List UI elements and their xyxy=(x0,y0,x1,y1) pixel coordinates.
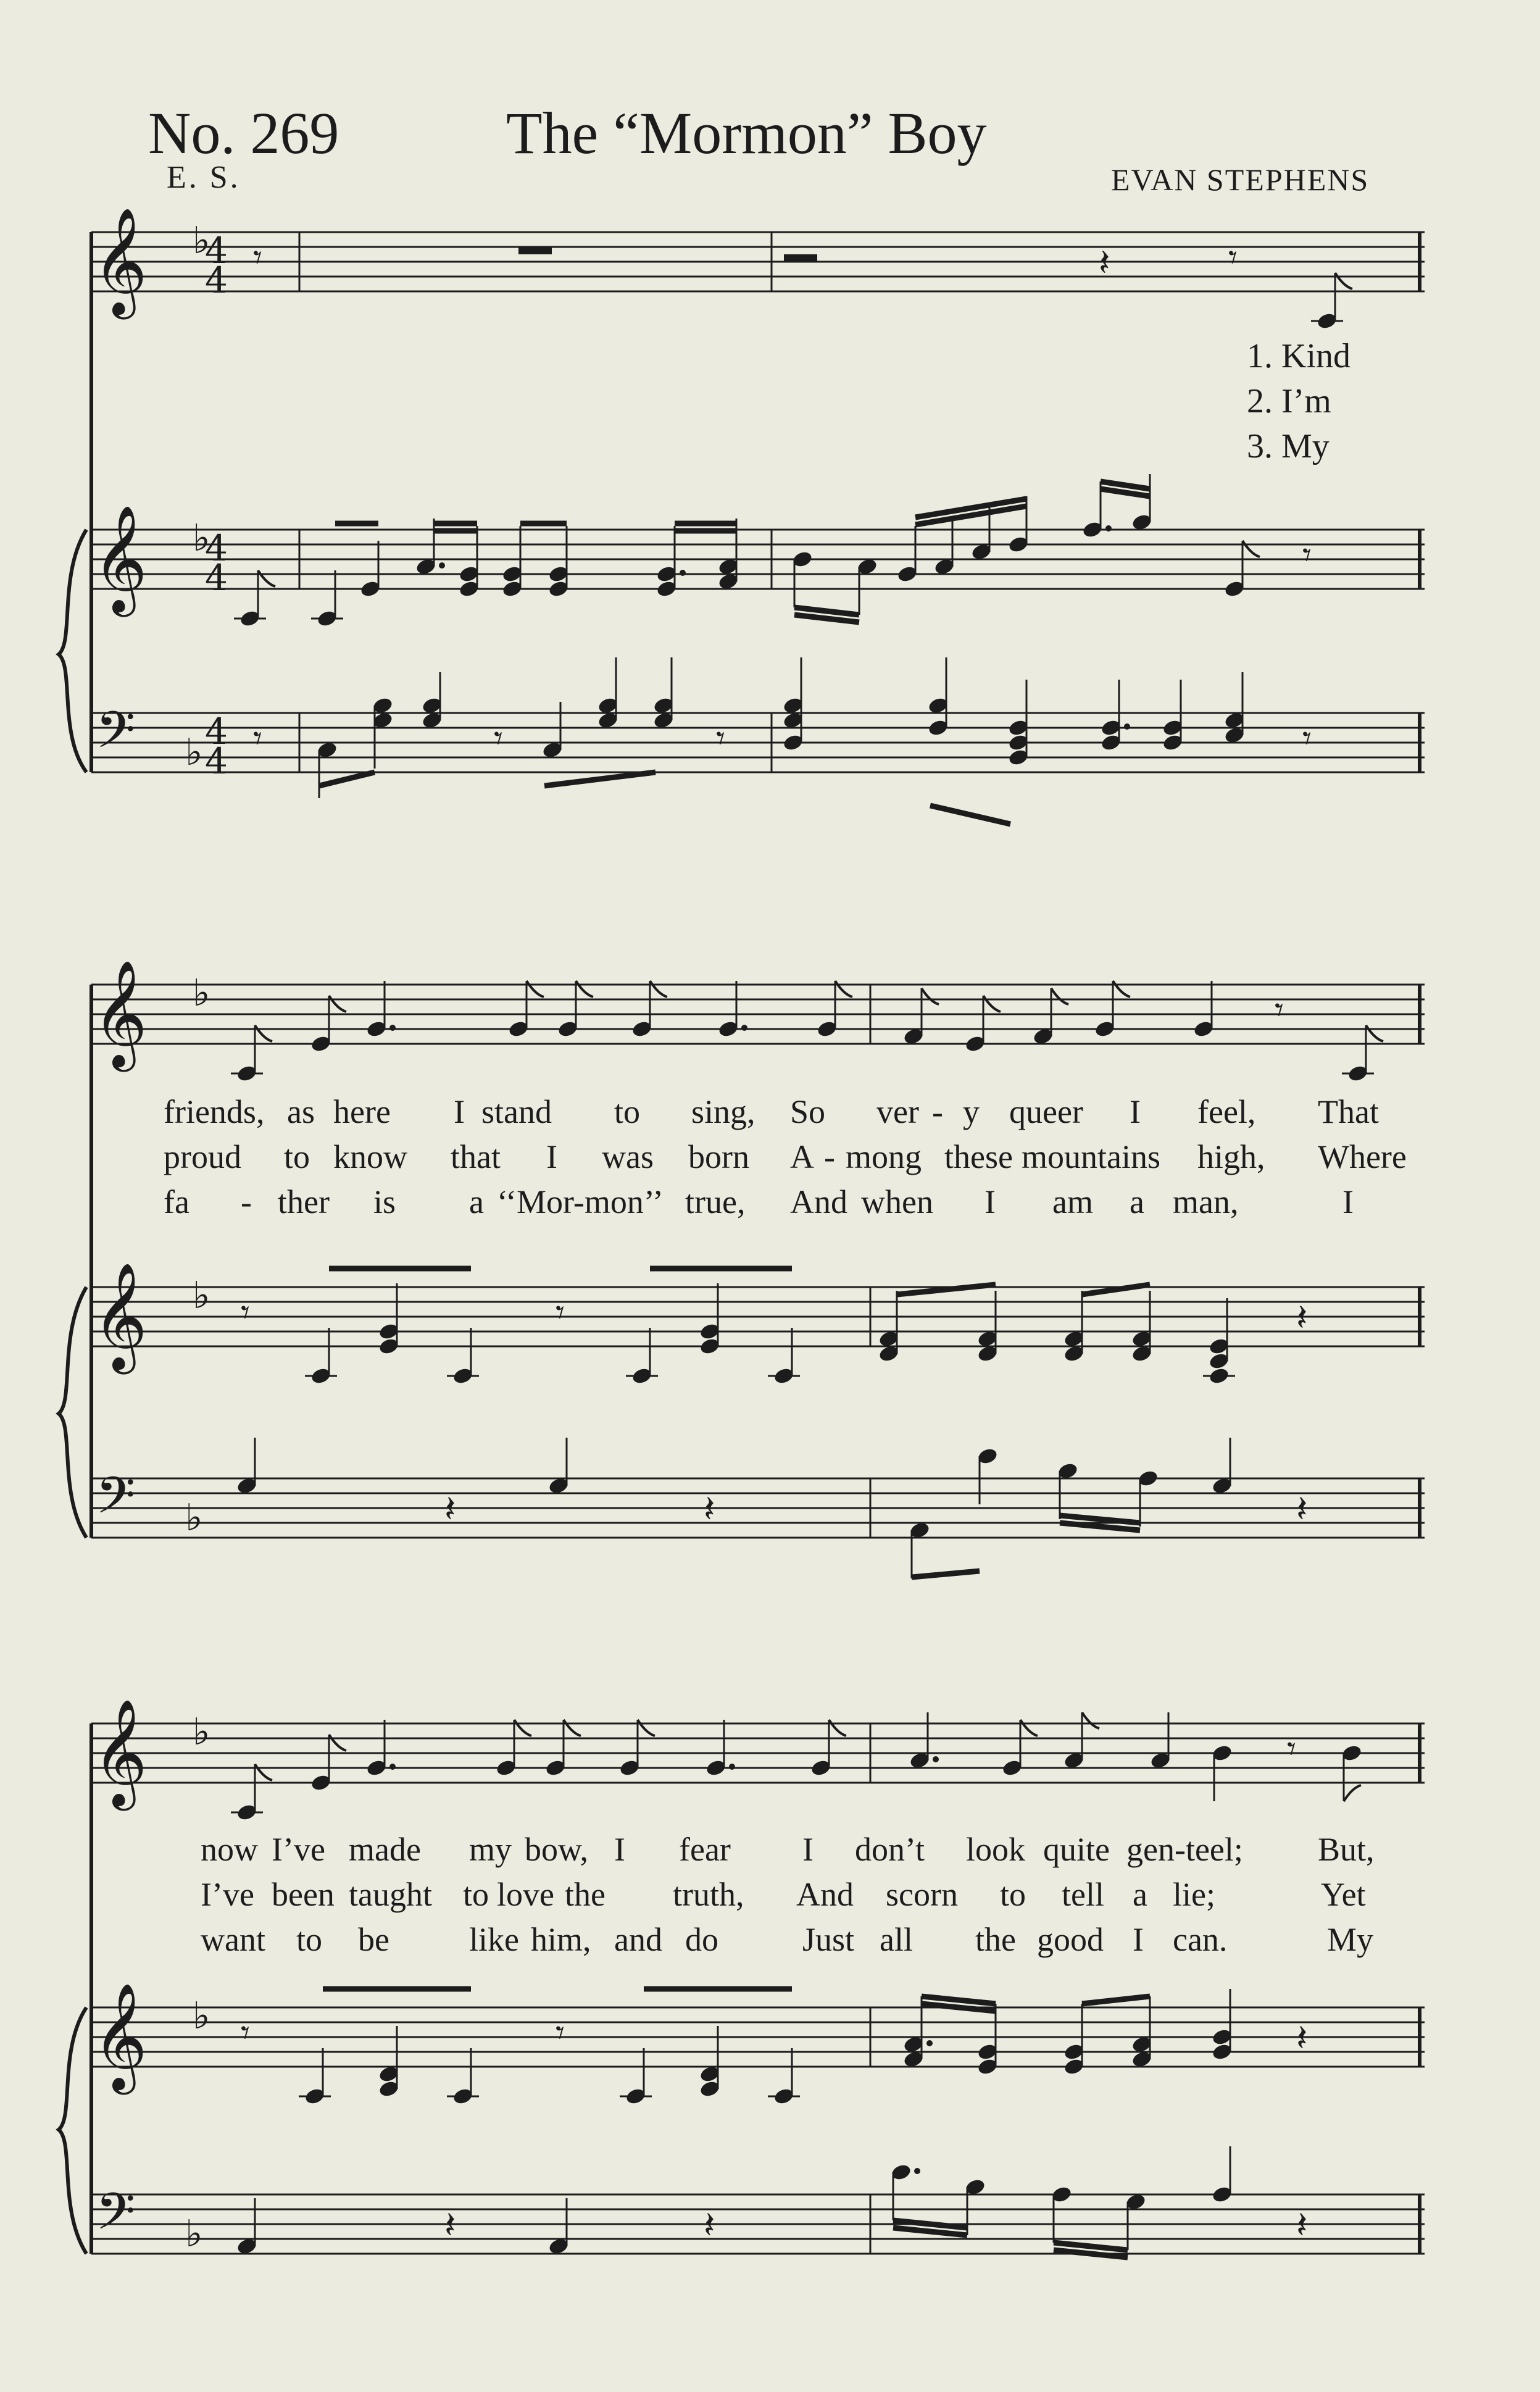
lyric-syllable: can. xyxy=(1173,1921,1228,1958)
eighth-rest: 𝄾 xyxy=(1228,238,1238,278)
lyric-syllable: my xyxy=(469,1831,512,1868)
note-flag xyxy=(258,570,275,586)
note-beam xyxy=(1082,1285,1150,1294)
system-2-verse-1-lyrics xyxy=(148,1093,1444,1136)
lyric-syllable: bow, xyxy=(525,1831,588,1868)
eighth-rest: 𝄾 xyxy=(253,719,262,759)
lyric-syllable: mong xyxy=(846,1138,922,1175)
lyric-syllable: don’t xyxy=(855,1831,925,1868)
lyric-syllable: - xyxy=(241,1183,252,1220)
key-signature-flat: ♭ xyxy=(193,972,210,1015)
lyric-syllable: I xyxy=(614,1831,625,1868)
lyric-syllable: ther xyxy=(278,1183,330,1220)
lyric-syllable: My xyxy=(1327,1921,1374,1958)
lyric-syllable: I xyxy=(984,1183,996,1220)
note-flag xyxy=(514,1720,531,1736)
time-signature-top: 4 xyxy=(205,527,228,569)
key-signature-flat: ♭ xyxy=(185,2212,203,2256)
key-signature-flat: ♭ xyxy=(185,731,203,774)
lyric-syllable: true, xyxy=(685,1183,746,1220)
key-signature-flat: ♭ xyxy=(193,1274,210,1317)
note-flag xyxy=(576,981,593,997)
system-2-verse-3-lyrics xyxy=(148,1183,1444,1226)
augmentation-dot xyxy=(680,570,686,576)
augmentation-dot xyxy=(926,2040,933,2046)
lyric-syllable: fa xyxy=(164,1183,189,1220)
lyric-syllable: the xyxy=(565,1876,606,1913)
lyric-syllable: him, xyxy=(531,1921,591,1958)
half-rest xyxy=(784,254,817,262)
lyric-syllable: was xyxy=(602,1138,654,1175)
lyric-syllable: Where xyxy=(1318,1138,1407,1175)
lyric-syllable: a xyxy=(1133,1876,1147,1913)
lyric-syllable: high, xyxy=(1197,1138,1265,1175)
eighth-rest: 𝄾 xyxy=(556,2013,565,2053)
note-beam xyxy=(930,806,1010,824)
lyric-syllable: I xyxy=(546,1138,557,1175)
composer-name: EVAN STEPHENS xyxy=(1111,162,1370,197)
time-signature-top: 4 xyxy=(205,230,228,272)
lyric-syllable: to xyxy=(1000,1876,1026,1913)
note-beam xyxy=(912,1571,980,1577)
lyric-syllable: - xyxy=(824,1138,835,1175)
note-flag xyxy=(1335,273,1352,289)
system-3-verse-3-lyrics xyxy=(148,1920,1444,1964)
lyric-syllable: scorn xyxy=(886,1876,958,1913)
note-flag xyxy=(564,1720,581,1736)
whole-rest xyxy=(518,247,552,254)
lyric-syllable: know xyxy=(333,1138,407,1175)
lyric-syllable: Just xyxy=(802,1921,855,1958)
note-flag xyxy=(829,1720,846,1736)
lyric-syllable: I xyxy=(454,1093,465,1130)
lyric-syllable: look xyxy=(966,1831,1026,1868)
augmentation-dot xyxy=(439,562,445,569)
treble-clef: 𝄞 xyxy=(93,1262,148,1370)
lyric-syllable: But, xyxy=(1318,1831,1375,1868)
lyric-syllable: a xyxy=(1130,1183,1144,1220)
lyric-syllable: quite xyxy=(1043,1831,1110,1868)
bass-clef: 𝄢 xyxy=(96,700,136,772)
lyric-syllable: And xyxy=(796,1876,854,1913)
lyric-syllable: to xyxy=(463,1876,489,1913)
hymn-number: No. 269 xyxy=(148,100,339,166)
quarter-rest: 𝄽 xyxy=(704,2204,715,2247)
note-beam xyxy=(319,772,375,786)
lyric-syllable: sing, xyxy=(691,1093,755,1130)
eighth-rest: 𝄾 xyxy=(1302,719,1312,759)
lyric-syllable: now xyxy=(201,1831,258,1868)
treble-clef: 𝄞 xyxy=(93,960,148,1067)
time-signature-bottom: 4 xyxy=(205,740,228,782)
note-flag xyxy=(983,996,1001,1012)
time-signature-bottom: 4 xyxy=(205,557,228,599)
note-flag xyxy=(638,1720,655,1736)
bass-clef: 𝄢 xyxy=(96,1465,136,1538)
quarter-rest: 𝄽 xyxy=(444,2204,456,2247)
augmentation-dot xyxy=(729,1764,735,1770)
lyric-syllable: friends, xyxy=(164,1093,265,1130)
lyric-syllable: mountains xyxy=(1022,1138,1160,1175)
lyric-syllable: is xyxy=(373,1183,396,1220)
augmentation-dot xyxy=(914,2168,920,2174)
lyric-syllable: proud xyxy=(164,1138,241,1175)
lyric-syllable: that xyxy=(451,1138,501,1175)
lyricist-initials: E. S. xyxy=(167,160,241,195)
verse-2-start: 2. I’m xyxy=(1247,382,1331,420)
lyric-syllable: ‘‘Mor-mon’’ xyxy=(497,1183,664,1220)
quarter-rest: 𝄽 xyxy=(1099,241,1110,285)
treble-clef: 𝄞 xyxy=(93,1699,148,1806)
lyric-syllable: gen-teel; xyxy=(1126,1831,1243,1868)
system-3-verse-2-lyrics xyxy=(148,1875,1444,1919)
augmentation-dot xyxy=(389,1025,396,1031)
eighth-rest: 𝄾 xyxy=(716,719,725,759)
verse-1-start: 1. Kind xyxy=(1247,337,1351,375)
system-3-verse-1-lyrics xyxy=(148,1830,1444,1873)
lyric-syllable: like xyxy=(469,1921,519,1958)
bass-clef: 𝄢 xyxy=(96,2182,136,2254)
lyric-syllable: when xyxy=(861,1183,933,1220)
augmentation-dot xyxy=(933,1756,939,1762)
hymn-title: The “Mormon” Boy xyxy=(506,100,987,166)
note-flag xyxy=(922,988,939,1004)
quarter-rest: 𝄽 xyxy=(704,1488,715,1531)
lyric-syllable: I xyxy=(1133,1921,1144,1958)
quarter-rest: 𝄽 xyxy=(1296,1296,1308,1340)
eighth-rest: 𝄾 xyxy=(1287,1729,1296,1769)
lyric-syllable: truth, xyxy=(673,1876,744,1913)
system-3-piano-brace xyxy=(59,2007,86,2254)
lyric-syllable: That xyxy=(1318,1093,1379,1130)
note-flag xyxy=(1344,1785,1361,1801)
lyric-syllable: queer xyxy=(1009,1093,1083,1130)
lyric-syllable: - xyxy=(932,1093,943,1130)
lyric-syllable: A xyxy=(790,1138,814,1175)
note-flag xyxy=(650,981,667,997)
lyric-syllable: a xyxy=(469,1183,484,1220)
lyric-syllable: lie; xyxy=(1173,1876,1215,1913)
lyric-syllable: to xyxy=(296,1921,323,1958)
quarter-rest: 𝄽 xyxy=(1296,2017,1308,2060)
lyric-syllable: born xyxy=(688,1138,749,1175)
augmentation-dot xyxy=(741,1025,747,1031)
augmentation-dot xyxy=(1105,525,1112,531)
lyric-syllable: Yet xyxy=(1321,1876,1366,1913)
lyric-syllable: ver xyxy=(876,1093,919,1130)
verse-3-start: 3. My xyxy=(1247,427,1330,465)
eighth-rest: 𝄾 xyxy=(1275,990,1284,1030)
lyric-syllable: man, xyxy=(1173,1183,1239,1220)
note-flag xyxy=(1242,541,1260,557)
lyric-syllable: been xyxy=(272,1876,335,1913)
lyric-syllable: and xyxy=(614,1921,662,1958)
treble-clef: 𝄞 xyxy=(93,1983,148,2090)
lyric-syllable: love xyxy=(497,1876,554,1913)
lyric-syllable: I xyxy=(1130,1093,1141,1130)
system-1-piano-brace xyxy=(59,530,86,772)
quarter-rest: 𝄽 xyxy=(1296,2204,1308,2247)
eighth-rest: 𝄾 xyxy=(556,1293,565,1333)
lyric-syllable: as xyxy=(287,1093,315,1130)
eighth-rest: 𝄾 xyxy=(1302,535,1312,575)
lyric-syllable: I’ve xyxy=(272,1831,325,1868)
lyric-syllable: good xyxy=(1037,1921,1104,1958)
note-flag xyxy=(835,981,852,997)
augmentation-dot xyxy=(1124,723,1130,730)
augmentation-dot xyxy=(389,1764,396,1770)
lyric-syllable: y xyxy=(963,1093,980,1130)
lyric-syllable: So xyxy=(790,1093,826,1130)
lyric-syllable: made xyxy=(349,1831,421,1868)
note-flag xyxy=(1051,988,1068,1004)
lyric-syllable: I’ve xyxy=(201,1876,254,1913)
lyric-syllable: want xyxy=(201,1921,265,1958)
note-beam xyxy=(1082,1996,1150,2004)
note-flag xyxy=(255,1025,272,1041)
key-signature-flat: ♭ xyxy=(193,1711,210,1754)
lyric-syllable: the xyxy=(975,1921,1016,1958)
eighth-rest: 𝄾 xyxy=(241,1293,250,1333)
lyric-syllable: be xyxy=(358,1921,389,1958)
key-signature-flat: ♭ xyxy=(193,517,210,560)
note-flag xyxy=(527,981,544,997)
lyric-syllable: to xyxy=(284,1138,310,1175)
key-signature-flat: ♭ xyxy=(185,1496,203,1540)
lyric-syllable: I xyxy=(1342,1183,1354,1220)
eighth-rest: 𝄾 xyxy=(241,2013,250,2053)
note-flag xyxy=(329,1735,346,1751)
eighth-rest: 𝄾 xyxy=(494,719,503,759)
lyric-syllable: do xyxy=(685,1921,718,1958)
system-2-piano-brace xyxy=(59,1287,86,1538)
lyric-syllable: feel, xyxy=(1197,1093,1256,1130)
key-signature-flat: ♭ xyxy=(193,219,210,262)
lyric-syllable: I xyxy=(802,1831,814,1868)
note-beam xyxy=(897,1285,996,1294)
lyric-syllable: taught xyxy=(349,1876,432,1913)
key-signature-flat: ♭ xyxy=(193,1994,210,2038)
system-2-verse-2-lyrics xyxy=(148,1138,1444,1181)
note-flag xyxy=(1082,1712,1099,1728)
quarter-rest: 𝄽 xyxy=(444,1488,456,1531)
note-beam xyxy=(544,772,656,786)
lyric-syllable: to xyxy=(614,1093,641,1130)
note-flag xyxy=(1113,981,1130,997)
quarter-rest: 𝄽 xyxy=(1296,1488,1308,1531)
lyric-syllable: these xyxy=(944,1138,1013,1175)
note-flag xyxy=(255,1764,272,1780)
lyric-syllable: And xyxy=(790,1183,847,1220)
note-flag xyxy=(1366,1025,1383,1041)
time-signature-bottom: 4 xyxy=(205,259,228,301)
lyric-syllable: here xyxy=(333,1093,391,1130)
note-flag xyxy=(1020,1720,1038,1736)
lyric-syllable: fear xyxy=(679,1831,731,1868)
lyric-syllable: am xyxy=(1052,1183,1093,1220)
lyric-syllable: all xyxy=(880,1921,913,1958)
treble-clef: 𝄞 xyxy=(93,505,148,612)
lyric-syllable: tell xyxy=(1062,1876,1104,1913)
lyric-syllable: stand xyxy=(481,1093,552,1130)
note-flag xyxy=(329,996,346,1012)
eighth-rest: 𝄾 xyxy=(253,238,262,278)
time-signature-top: 4 xyxy=(205,711,228,752)
treble-clef: 𝄞 xyxy=(93,207,148,315)
